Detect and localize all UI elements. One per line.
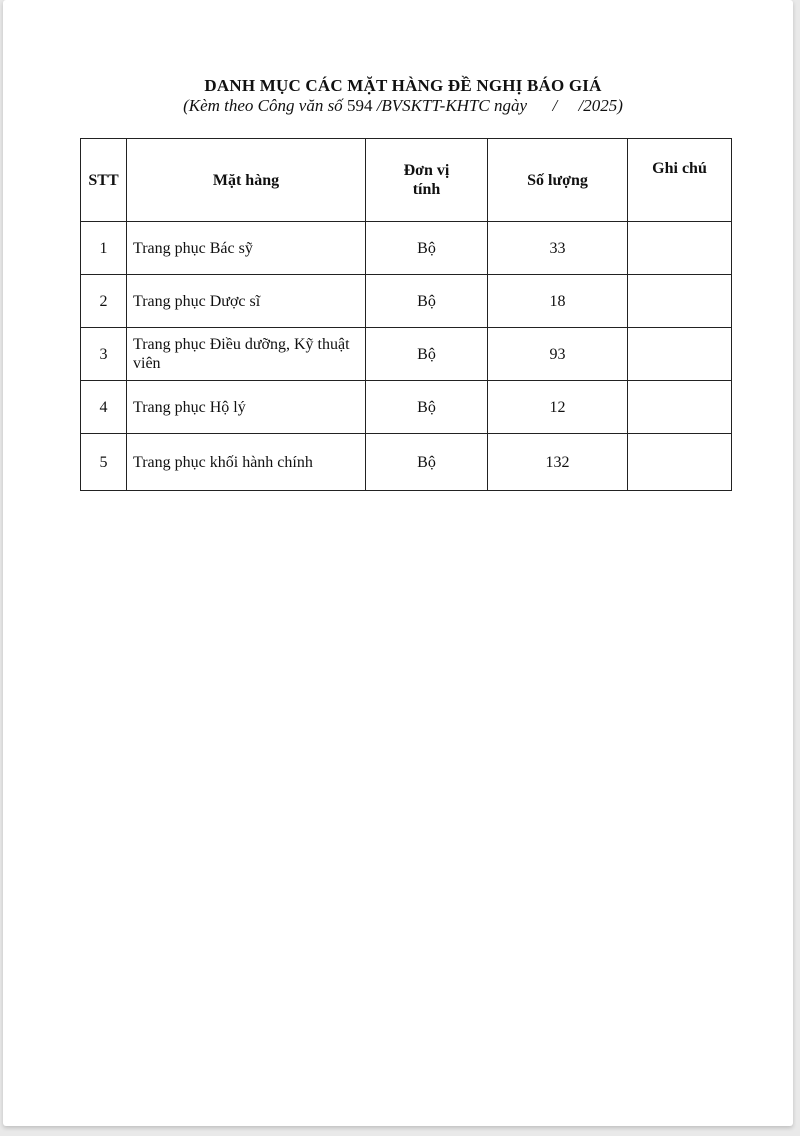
table-row [81,381,732,434]
cell-item: Trang phục khối hành chính [127,434,366,491]
table-row [81,328,732,381]
cell-item: Trang phục Hộ lý [127,381,366,434]
table-row [81,222,732,275]
cell-note [628,275,732,328]
cell-item: Trang phục Bác sỹ [127,222,366,275]
document-title: DANH MỤC CÁC MẶT HÀNG ĐỀ NGHỊ BÁO GIÁ [204,76,602,95]
cell-stt: 1 [81,222,127,275]
cell-quantity: 132 [488,434,628,491]
subtitle-document-number: 594 [346,96,373,115]
cell-quantity: 12 [488,381,628,434]
table-row [81,275,732,328]
header-item: Mặt hàng [127,139,366,222]
cell-note [628,434,732,491]
document-subtitle [3,96,800,116]
header-quantity: Số lượng [488,139,628,222]
header-unit: Đơn vị tính [366,139,488,222]
items-table [80,138,732,491]
table-header-row [81,139,732,222]
cell-unit: Bộ [366,328,488,381]
header-stt: STT [81,139,127,222]
cell-note [628,381,732,434]
cell-unit: Bộ [366,222,488,275]
cell-stt: 2 [81,275,127,328]
cell-stt: 4 [81,381,127,434]
cell-stt: 5 [81,434,127,491]
subtitle-suffix: /BVSKTT-KHTC ngày / /2025) [372,96,623,115]
cell-stt: 3 [81,328,127,381]
cell-quantity: 18 [488,275,628,328]
table-row [81,434,732,491]
subtitle-prefix: (Kèm theo Công văn số [183,96,347,115]
cell-item: Trang phục Điều dưỡng, Kỹ thuật viên [127,328,366,381]
cell-item: Trang phục Dược sĩ [127,275,366,328]
cell-unit: Bộ [366,434,488,491]
header-note: Ghi chú [628,139,732,222]
cell-unit: Bộ [366,381,488,434]
cell-quantity: 93 [488,328,628,381]
cell-unit: Bộ [366,275,488,328]
cell-note [628,222,732,275]
cell-quantity: 33 [488,222,628,275]
cell-note [628,328,732,381]
